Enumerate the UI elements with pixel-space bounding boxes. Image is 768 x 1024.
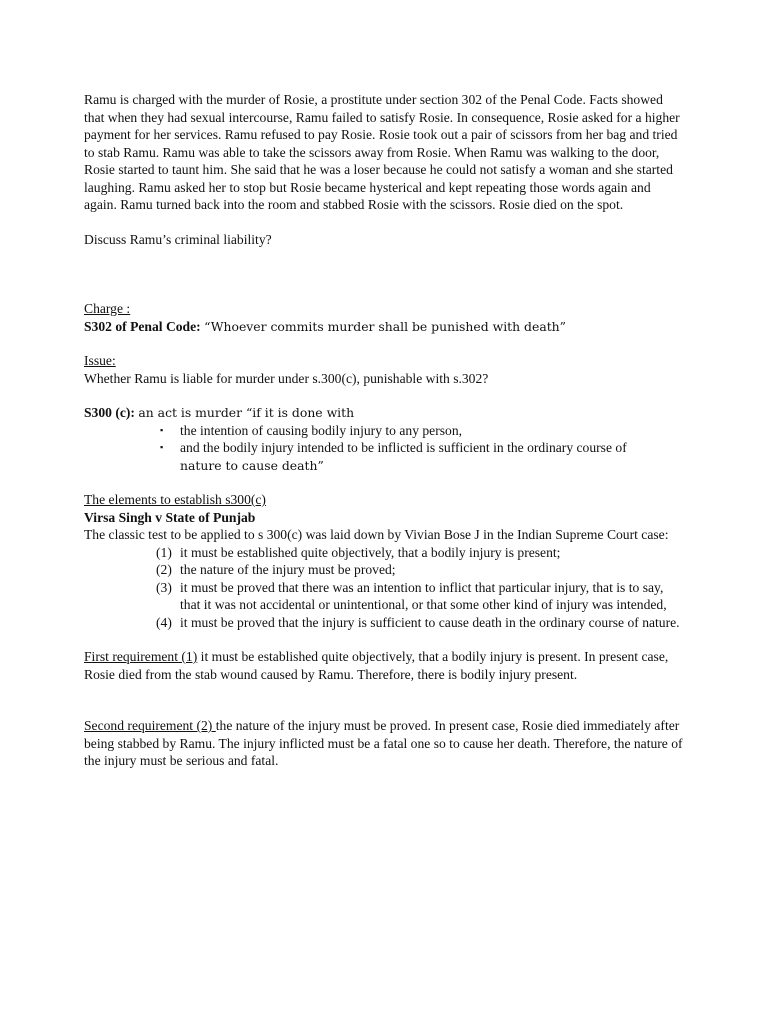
list-item	[156, 544, 684, 562]
case-name: Virsa Singh v State of Punjab	[84, 509, 256, 525]
charge-line	[84, 318, 684, 336]
bullet-tail-text: nature to cause death”	[180, 457, 324, 473]
charge-section-text: “Whoever commits murder shall be punished with death”	[204, 318, 566, 334]
item-number: (2)	[156, 562, 172, 577]
charge-heading: Charge :	[84, 301, 131, 316]
facts-paragraph: Ramu is charged with the murder of Rosie, a prostitute under section 302 of the Penal Code. Facts showed that when they had sexual intercourse, Ramu failed to satisfy Rosie. In consequence, Rosie asked for a higher payment for her services. Ramu refused to pay Rosie. Rosie took out a pair of scissors from her bag and tried to stab Ramu. Ramu was able to take the scissors away from Rosie. When Ramu was walking to the door, Rosie started to taunt him. She said that he was a loser because he could not satisfy a woman and she started laughing. Ramu asked her to stop but Rosie became hysterical and kept repeating those words again and again. Ramu turned back into the room and stabbed Rosie with the scissors. Rosie died on the spot.	[84, 92, 680, 212]
elements-list	[84, 544, 684, 632]
s300c-label: S300 (c):	[84, 405, 135, 420]
first-requirement-label: First requirement (1)	[84, 649, 198, 664]
second-requirement-text: the nature of the injury must be proved. In present case, Rosie died immediately after being stabbed by Ramu. The injury inflicted must be a fatal one so to cause her death. Therefore, the nature of the injury must be serious and fatal.	[84, 718, 683, 768]
item-text: it must be proved that the injury is sufficient to cause death in the ordinary course of nature.	[180, 614, 680, 630]
list-item	[156, 614, 684, 632]
s300c-lead: an act is murder “if it is done with	[138, 405, 355, 420]
second-requirement-label: Second requirement (2)	[84, 718, 216, 733]
item-text: it must be established quite objectively, that a bodily injury is present;	[180, 544, 561, 560]
issue-heading: Issue:	[84, 353, 116, 368]
list-item	[158, 439, 684, 474]
list-item	[156, 561, 684, 579]
item-number: (3)	[156, 579, 172, 595]
charge-section-label: S302 of Penal Code:	[84, 318, 201, 334]
item-text: the nature of the injury must be proved;	[180, 562, 396, 577]
item-number: (1)	[156, 544, 172, 560]
document-page	[84, 91, 684, 770]
item-number: (4)	[156, 614, 172, 630]
first-requirement-paragraph	[84, 648, 684, 683]
bullet-icon: ▪	[160, 424, 164, 435]
second-requirement-paragraph	[84, 717, 684, 770]
issue-text: Whether Ramu is liable for murder under s.300(c), punishable with s.302?	[84, 370, 489, 386]
bullet-icon: ▪	[160, 442, 164, 452]
elements-intro: The classic test to be applied to s 300(c) was laid down by Vivian Bose J in the Indian Supreme Court case:	[84, 527, 669, 542]
first-requirement-text: it must be established quite objectively, that a bodily injury is present. In present case, Rosie died from the stab wound caused by Ramu. Therefore, there is bodily injury present.	[84, 649, 669, 682]
bullet-text: and the bodily injury intended to be inflicted is sufficient in the ordinary course of	[180, 440, 627, 455]
s300c-bullet-list	[84, 422, 684, 475]
question-text: Discuss Ramu’s criminal liability?	[84, 231, 272, 247]
list-item	[156, 579, 684, 614]
elements-heading: The elements to establish s300(c)	[84, 492, 266, 507]
list-item	[158, 422, 684, 440]
item-text: it must be proved that there was an intention to inflict that particular injury, that is to say, that it was not accidental or unintentional, or that some other kind of injury was intended,	[180, 579, 667, 612]
s300c-line	[84, 404, 684, 422]
bullet-text: the intention of causing bodily injury to any person,	[180, 422, 463, 438]
